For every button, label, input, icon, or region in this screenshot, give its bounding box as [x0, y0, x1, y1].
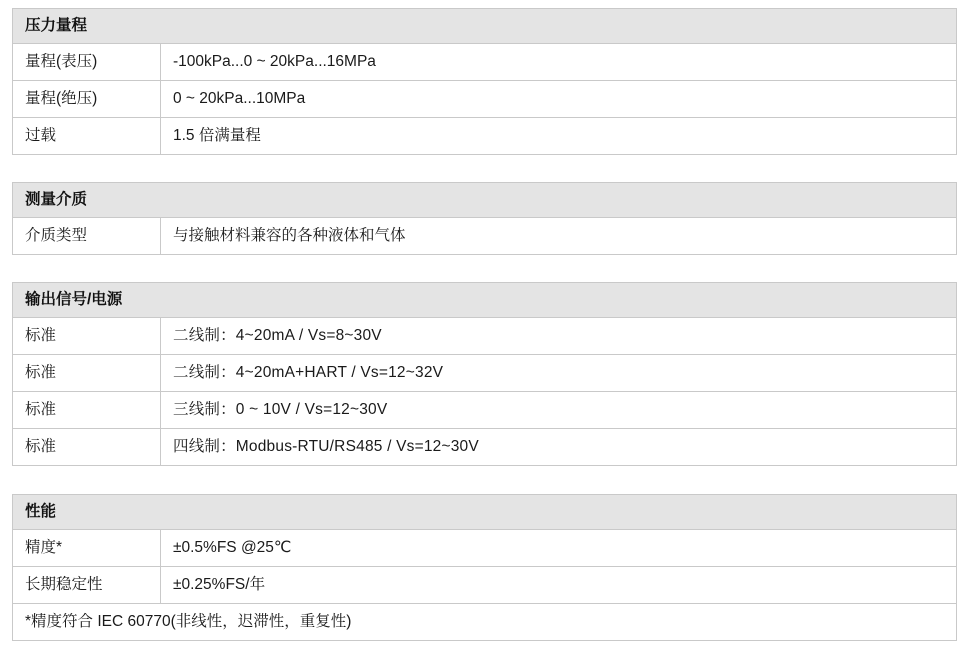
- row-value: 三线制：0 ~ 10V / Vs=12~30V: [161, 392, 957, 429]
- row-label: 介质类型: [13, 218, 161, 255]
- output-signal-power-table: [12, 282, 957, 466]
- row-value: 0 ~ 20kPa...10MPa: [161, 81, 957, 118]
- row-label: 标准: [13, 429, 161, 466]
- row-label: 量程(绝压): [13, 81, 161, 118]
- row-label: 标准: [13, 355, 161, 392]
- section-title: 测量介质: [13, 183, 957, 218]
- table-row: [13, 530, 957, 567]
- table-row: [13, 429, 957, 466]
- table-row: [13, 567, 957, 604]
- row-value: ±0.25%FS/年: [161, 567, 957, 604]
- table-header-row: [13, 183, 957, 218]
- row-value: -100kPa...0 ~ 20kPa...16MPa: [161, 44, 957, 81]
- table-header-row: [13, 495, 957, 530]
- table-row: [13, 218, 957, 255]
- table-row: [13, 318, 957, 355]
- row-value: 四线制：Modbus-RTU/RS485 / Vs=12~30V: [161, 429, 957, 466]
- row-label: 标准: [13, 392, 161, 429]
- performance-table: [12, 494, 957, 641]
- row-label: 量程(表压): [13, 44, 161, 81]
- row-label: 精度*: [13, 530, 161, 567]
- row-label: 长期稳定性: [13, 567, 161, 604]
- table-note-row: [13, 604, 957, 641]
- row-value: 二线制：4~20mA+HART / Vs=12~32V: [161, 355, 957, 392]
- row-value: 二线制：4~20mA / Vs=8~30V: [161, 318, 957, 355]
- table-row: [13, 44, 957, 81]
- table-row: [13, 392, 957, 429]
- row-value: ±0.5%FS @25℃: [161, 530, 957, 567]
- section-title: 输出信号/电源: [13, 283, 957, 318]
- row-value: 1.5 倍满量程: [161, 118, 957, 155]
- table-header-row: [13, 283, 957, 318]
- row-label: 过载: [13, 118, 161, 155]
- pressure-range-table: [12, 8, 957, 155]
- table-row: [13, 355, 957, 392]
- section-title: 性能: [13, 495, 957, 530]
- section-title: 压力量程: [13, 9, 957, 44]
- table-header-row: [13, 9, 957, 44]
- table-row: [13, 118, 957, 155]
- row-value: 与接触材料兼容的各种液体和气体: [161, 218, 957, 255]
- row-label: 标准: [13, 318, 161, 355]
- accuracy-note: *精度符合 IEC 60770(非线性，迟滞性，重复性): [13, 604, 957, 641]
- measuring-medium-table: [12, 182, 957, 255]
- table-row: [13, 81, 957, 118]
